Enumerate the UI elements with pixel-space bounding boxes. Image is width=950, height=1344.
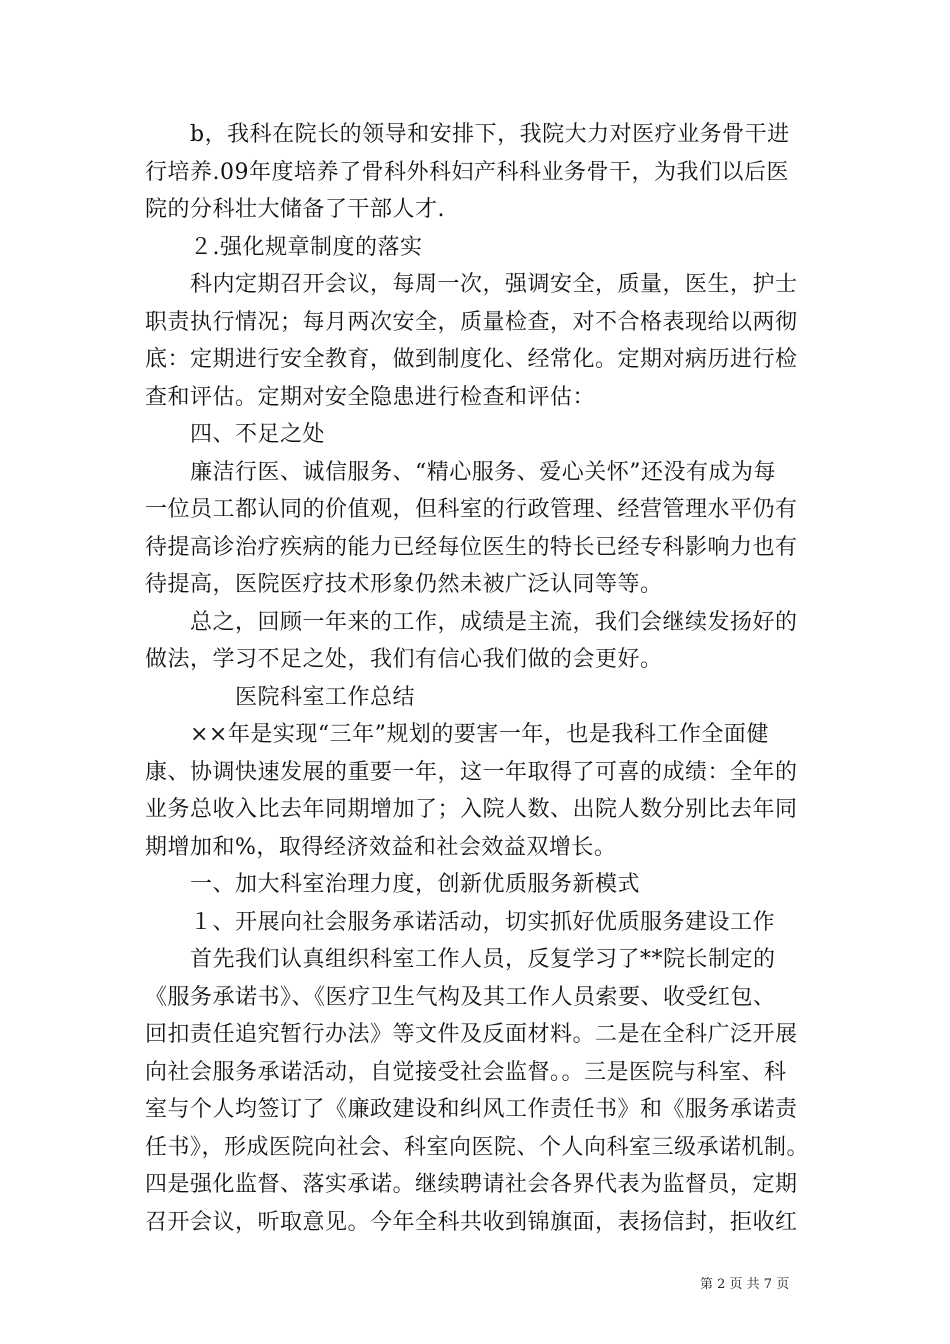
section-heading: ２.强化规章制度的落实 — [145, 235, 423, 260]
text-line: 业务总收入比去年同期增加了；入院人数、出院人数分别比去年同 — [145, 797, 798, 822]
text-line: 室与个人均签订了《廉政建设和纠风工作责任书》和《服务承诺责 — [145, 1097, 798, 1122]
text-line: 做法，学习不足之处，我们有信心我们做的会更好。 — [145, 647, 663, 672]
text-line: 一位员工都认同的价值观，但科室的行政管理、经营管理水平仍有 — [145, 497, 798, 522]
text-line: 任书》，形成医院向社会、科室向医院、个人向科室三级承诺机制。 — [145, 1135, 810, 1160]
text-line: 康、协调快速发展的重要一年，这一年取得了可喜的成绩：全年的 — [145, 760, 798, 785]
text-line: 行培养.09年度培养了骨科外科妇产科科业务骨干，为我们以后医 — [145, 160, 789, 185]
page-number-footer: 第 2 页 共 7 页 — [700, 1277, 790, 1292]
text-line: 向社会服务承诺活动，自觉接受社会监督。。三是医院与科室、科 — [145, 1060, 787, 1085]
section-heading: 一、加大科室治理力度，创新优质服务新模式 — [145, 872, 641, 897]
text-line: 职责执行情况；每月两次安全，质量检查，对不合格表现给以两彻 — [145, 310, 798, 335]
text-line: 底：定期进行安全教育，做到制度化、经常化。定期对病历进行检 — [145, 347, 798, 372]
text-line: 期增加和%，取得经济效益和社会效益双增长。 — [145, 835, 617, 860]
text-line: 查和评估。定期对安全隐患进行检查和评估： — [145, 385, 596, 410]
subsection-heading: １、开展向社会服务承诺活动，切实抓好优质服务建设工作 — [145, 910, 776, 935]
text-line: 首先我们认真组织科室工作人员，反复学习了**院长制定的 — [145, 947, 776, 972]
text-line: 待提高诊治疗疾病的能力已经每位医生的特长已经专科影响力也有 — [145, 535, 798, 560]
text-line: b，我科在院长的领导和安排下，我院大力对医疗业务骨干进 — [145, 122, 790, 147]
text-line: 科内定期召开会议，每周一次，强调安全，质量，医生，护士 — [145, 272, 798, 297]
text-line: 院的分科壮大储备了干部人才. — [145, 197, 445, 222]
text-line: 廉洁行医、诚信服务、“精心服务、爱心关怀”还没有成为每 — [145, 460, 776, 485]
text-line: 四是强化监督、落实承诺。继续聘请社会各界代表为监督员，定期 — [145, 1172, 798, 1197]
text-line: 待提高，医院医疗技术形象仍然未被广泛认同等等。 — [145, 572, 663, 597]
text-line: ××年是实现“三年”规划的要害一年，也是我科工作全面健 — [145, 722, 769, 747]
section-heading: 四、不足之处 — [145, 422, 326, 447]
text-line: 回扣责任追究暂行办法》等文件及反面材料。二是在全科广泛开展 — [145, 1022, 798, 1047]
text-line: 召开会议，听取意见。今年全科共收到锦旗面，表扬信封，拒收红 — [145, 1210, 798, 1235]
text-line: 《服务承诺书》、《医疗卫生气构及其工作人员索要、收受红包、 — [145, 985, 776, 1010]
text-line: 总之，回顾一年来的工作，成绩是主流，我们会继续发扬好的 — [145, 610, 798, 635]
document-title: 医院科室工作总结 — [145, 685, 416, 710]
